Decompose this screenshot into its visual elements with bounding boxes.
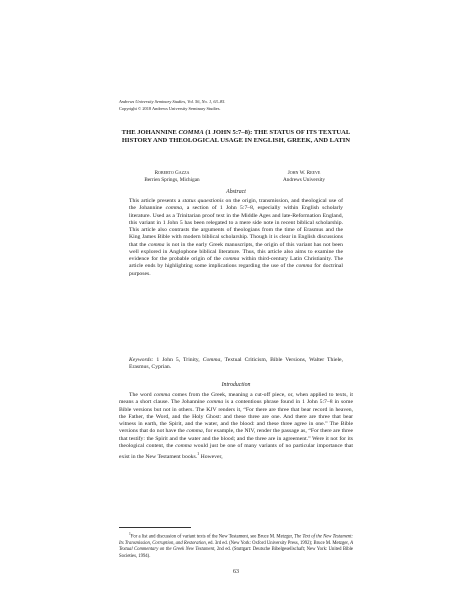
abstract-span: within third-century Latin Christianity. The article ends by highlighting some implications regarding the use of the bbox=[129, 256, 343, 270]
author-1 bbox=[112, 170, 232, 183]
intro-italic: comma bbox=[175, 443, 192, 450]
footnote-span: , ed. 3rd ed. (New York: Oxford University Press, 1992); Bruce M. Metzger, bbox=[205, 540, 351, 546]
keywords-label: Keywords: bbox=[129, 357, 154, 363]
keywords-span: 1 John 5, Trinity, bbox=[153, 357, 203, 363]
keywords bbox=[129, 357, 343, 372]
journal-citation: Andrews University Seminary Studies, Vol. 56, No. 1, 63–85. bbox=[119, 99, 226, 104]
title-part: (1 JOHN 5:7–8): THE STATUS OF ITS TEXTUAL HISTORY AND THEOLOGICAL USAGE IN ENGLISH, GREEK, AND LATIN bbox=[121, 129, 351, 144]
footnote-span: For a list and discussion of variant texts of the New Testament, see Bruce M. Metzger, bbox=[130, 534, 295, 540]
abstract-span: This article presents a bbox=[129, 198, 183, 204]
intro-span: comes from the Greek, meaning a cut-off piece, or, when applied to texts, it means a short clause. The Johannine bbox=[119, 392, 353, 406]
abstract-text bbox=[129, 198, 343, 278]
abstract-span: for doctrinal purposes. bbox=[129, 263, 343, 277]
article-title bbox=[119, 129, 353, 145]
author-name: John W. Reeve bbox=[287, 170, 321, 176]
abstract-span: is not in the early Greek manuscripts, the origin of this variant has not been well explored in Anglophone biblical literature. Thus, this article also aims to examine the evidence for the probable origin of the bbox=[129, 241, 343, 262]
footnote-reference[interactable]: 1 bbox=[197, 451, 200, 457]
intro-span: would just be one of many variants of no particular importance that exist in the New Testament books. bbox=[119, 443, 353, 461]
intro-italic: comma bbox=[206, 399, 224, 406]
keywords-span: , Textual Criticism, Bible Versions, Walter Thiele, Erasmus, Cyprian. bbox=[129, 357, 343, 371]
abstract-italic: comma bbox=[165, 205, 182, 212]
title-italic: COMMA bbox=[178, 129, 204, 136]
abstract-italic: comma bbox=[148, 241, 165, 248]
intro-span: is a contentious phrase found in 1 John 5:7–8 in some Bible versions but not in others. The KJV renders it, “For there are three that bear record in heaven, the Father, the Word, and the Holy Ghost: and these three are one. And there are three that bear witness in earth, the Spirit, and the water, and the blood: and these three agree in one.” The Bible versions that do not have the bbox=[119, 399, 353, 435]
title-part: THE JOHANNINE bbox=[121, 129, 179, 136]
page-number: 63 bbox=[233, 569, 239, 575]
introduction-text bbox=[119, 392, 353, 462]
footnote-italic: The Text of the New Testament: Its Transmission, Corruption, and Restoration bbox=[119, 534, 353, 546]
footnote-italic: A Textual Commentary on the Greek New Testament bbox=[119, 540, 353, 553]
intro-italic: comma bbox=[153, 392, 171, 398]
introduction-heading: Introduction bbox=[221, 382, 251, 388]
author-2 bbox=[244, 170, 364, 183]
abstract-span: , a section of 1 John 5:7–8, especially within English scholarly literature. Used as a Trinitarian proof text in the Middle Ages and late-Reformation England, this variant in 1 John 5 has been relegated to a mere side note in recent biblical scholarship. This article also contrasts the arguments of theologians from the time of Erasmus and the King James Bible with modern biblical scholarship. Though it is clear in English discussions that the bbox=[129, 205, 343, 248]
intro-span: , for example, the NIV, render the passage as, “For there are three that testify: the Spirit and the water and the blood; and the three are in agreement.” Were it not for its theological content, the bbox=[119, 428, 354, 450]
footnote-mark: 1 bbox=[129, 532, 131, 536]
keywords-italic: Comma bbox=[202, 357, 221, 363]
abstract-italic: comma bbox=[295, 263, 313, 270]
abstract-span: on the origin, transmission, and theological use of the Johannine bbox=[129, 198, 343, 212]
footnote-1 bbox=[119, 531, 353, 560]
footnote-divider bbox=[119, 527, 191, 528]
copyright-line: Copyright © 2018 Andrews University Seminary Studies. bbox=[119, 106, 221, 111]
abstract-italic: status quaestionis bbox=[182, 198, 224, 204]
intro-span: The word bbox=[129, 392, 154, 398]
abstract-heading: Abstract bbox=[226, 189, 246, 195]
author-affiliation: Andrews University bbox=[283, 176, 325, 183]
author-name: Roberto Gazza bbox=[154, 170, 190, 176]
intro-italic: comma bbox=[186, 428, 203, 435]
intro-span: However, bbox=[199, 454, 223, 461]
footnote-span: , 2nd ed. (Stuttgart: Deutsche Bibelgesellschaft; New York: United Bible Societies, 1994). bbox=[119, 547, 353, 559]
author-affiliation: Berrien Springs, Michigan bbox=[144, 176, 200, 183]
abstract-italic: comma bbox=[222, 256, 240, 262]
